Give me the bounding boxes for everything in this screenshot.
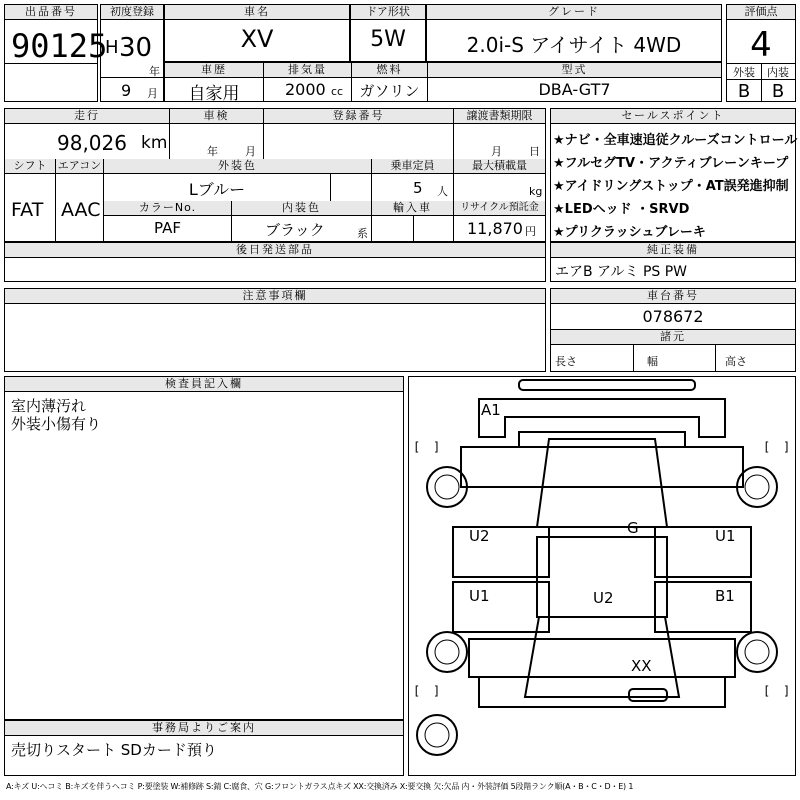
registration-label: 初度登録 bbox=[101, 5, 163, 20]
inspector-line: 室内薄汚れ bbox=[11, 397, 87, 415]
damage-mark: A1 bbox=[481, 401, 501, 419]
svg-text:[: [ bbox=[413, 684, 421, 698]
score-label: 評価点 bbox=[727, 5, 795, 20]
score-box bbox=[726, 4, 796, 102]
displacement-unit: cc bbox=[331, 85, 344, 98]
displacement-label: 排気量 bbox=[264, 63, 351, 77]
notes-box bbox=[4, 288, 546, 372]
office-box bbox=[4, 720, 404, 776]
sales-point-item: ★プリクラッシュブレーキ bbox=[553, 225, 706, 240]
svg-text:]: ] bbox=[783, 684, 791, 698]
mileage-unit: km bbox=[141, 133, 168, 153]
sales-points-label: セールスポイント bbox=[551, 109, 795, 124]
equipment-value: エアB アルミ PS PW bbox=[555, 264, 688, 280]
doors-box bbox=[350, 4, 426, 62]
ext-color-value: Lブルー bbox=[188, 180, 246, 199]
exterior-label: 外装 bbox=[733, 66, 755, 79]
dims-label: 諸元 bbox=[551, 330, 795, 345]
max-load-label: 最大積載量 bbox=[454, 159, 545, 173]
color-no-value: PAF bbox=[154, 219, 181, 237]
registration-year: 30 bbox=[119, 33, 153, 63]
int-color-label: 内装色 bbox=[232, 201, 371, 215]
aircon-label: エアコン bbox=[57, 159, 102, 172]
int-color-value: ブラック bbox=[265, 221, 325, 239]
lot-number: 90125 bbox=[11, 27, 108, 65]
damage-mark: U1 bbox=[469, 587, 490, 605]
svg-text:[: [ bbox=[763, 440, 771, 454]
lot-box bbox=[4, 4, 108, 102]
damage-mark: B1 bbox=[715, 587, 735, 605]
dims-width: 幅 bbox=[647, 355, 658, 368]
import-label: 輸入車 bbox=[372, 201, 453, 215]
damage-mark: U1 bbox=[715, 527, 736, 545]
inspector-label: 検査員記入欄 bbox=[5, 377, 403, 392]
office-value: 売切りスタート SDカード預り bbox=[11, 741, 217, 759]
inspector-box bbox=[4, 376, 404, 720]
svg-text:]: ] bbox=[783, 440, 791, 454]
inspector-line: 外装小傷有り bbox=[11, 415, 102, 433]
history-value: 自家用 bbox=[188, 84, 240, 104]
recycle-value: 11,870 bbox=[467, 219, 523, 238]
damage-mark: U2 bbox=[469, 527, 490, 545]
svg-text:[: [ bbox=[413, 440, 421, 454]
registration-era: H bbox=[105, 37, 119, 58]
frame-label: 車台番号 bbox=[551, 289, 795, 304]
sales-points-box bbox=[550, 108, 796, 242]
sales-point-item: ★アイドリングストップ・AT誤発進抑制 bbox=[553, 179, 789, 194]
max-load-unit: kg bbox=[529, 185, 543, 198]
doors-label: ドア形状 bbox=[351, 5, 425, 20]
grade-label: グレード bbox=[427, 5, 721, 20]
damage-mark: G bbox=[627, 519, 639, 537]
damage-mark: XX bbox=[631, 657, 652, 675]
frame-number: 078672 bbox=[642, 307, 704, 326]
svg-text:]: ] bbox=[433, 440, 441, 454]
score-value: 4 bbox=[750, 25, 772, 65]
sales-point-item: ★ナビ・全車速追従クルーズコントロール bbox=[553, 133, 798, 148]
recycle-label: リサイクル預託金 bbox=[454, 201, 545, 215]
registration-month-unit: 月 bbox=[147, 87, 158, 100]
sales-point-item: ★フルセグTV・アクティブレーンキープ bbox=[553, 156, 789, 171]
aircon-value: AAC bbox=[61, 199, 101, 221]
model-box bbox=[164, 4, 350, 62]
spec-row bbox=[164, 62, 722, 102]
ext-color-label: 外装色 bbox=[104, 159, 371, 173]
damage-mark: U2 bbox=[593, 589, 614, 607]
car-outline-drawing bbox=[409, 377, 795, 775]
notes-label: 注意事項欄 bbox=[5, 289, 545, 304]
model-name: XV bbox=[240, 25, 274, 53]
later-parts-label: 後日発送部品 bbox=[5, 243, 545, 258]
grade-box bbox=[426, 4, 722, 62]
frame-box bbox=[550, 288, 796, 372]
interior-grade: B bbox=[771, 81, 785, 102]
lot-label: 出品番号 bbox=[5, 5, 97, 20]
transfer-day-unit: 日 bbox=[529, 145, 540, 158]
color-no-label: カラーNo. bbox=[104, 201, 231, 215]
capacity-unit: 人 bbox=[437, 185, 448, 198]
inspection-year-unit: 年 bbox=[207, 145, 218, 158]
chassis-type-value: DBA-GT7 bbox=[538, 80, 611, 99]
fuel-label: 燃料 bbox=[352, 63, 427, 77]
mileage-label: 走行 bbox=[5, 109, 169, 123]
transfer-month-unit: 月 bbox=[491, 145, 502, 158]
svg-text:[: [ bbox=[763, 684, 771, 698]
mileage-value: 98,026 bbox=[57, 131, 127, 155]
interior-label: 内装 bbox=[767, 66, 789, 79]
car-diagram bbox=[408, 376, 796, 776]
model-label: 車名 bbox=[165, 5, 349, 20]
fuel-value: ガソリン bbox=[359, 82, 420, 100]
details-block bbox=[4, 108, 546, 242]
dims-height: 高さ bbox=[725, 355, 747, 368]
capacity-value: 5 bbox=[413, 179, 423, 197]
chassis-type-label: 型式 bbox=[428, 63, 721, 77]
dims-length: 長さ bbox=[555, 355, 577, 368]
grade-value: 2.0i-S アイサイト 4WD bbox=[466, 33, 682, 57]
displacement-value: 2000 bbox=[285, 80, 326, 99]
doors-value: 5W bbox=[370, 27, 406, 52]
int-color-unit: 系 bbox=[357, 227, 368, 240]
transfer-label: 譲渡書類期限 bbox=[454, 109, 545, 123]
equipment-label: 純正装備 bbox=[551, 243, 795, 258]
shift-value: FAT bbox=[11, 199, 44, 221]
inspection-month-unit: 月 bbox=[245, 145, 256, 158]
svg-text:]: ] bbox=[433, 684, 441, 698]
sales-point-item: ★LEDヘッド ・SRVD bbox=[553, 202, 690, 217]
shift-label: シフト bbox=[5, 159, 55, 173]
capacity-label: 乗車定員 bbox=[372, 159, 453, 173]
later-parts-box bbox=[4, 242, 546, 282]
history-label: 車歴 bbox=[165, 63, 263, 77]
office-label: 事務局よりご案内 bbox=[5, 721, 403, 736]
registration-year-unit: 年 bbox=[149, 65, 160, 78]
legend-text: A:キズ U:ヘコミ B:キズを伴うヘコミ P:要塗装 W:補修跡 S:錆 C:腐食、穴 G:フロントガラス点キズ XX:交換済み X:要交換 欠:欠品 内・外装評価 5段階ランク順(A・B・C・D・E) 1 bbox=[6, 782, 634, 791]
plate-label: 登録番号 bbox=[264, 109, 453, 123]
registration-box bbox=[100, 4, 164, 102]
equipment-box bbox=[550, 242, 796, 282]
recycle-unit: 円 bbox=[525, 225, 536, 238]
inspection-label: 車検 bbox=[170, 109, 263, 123]
exterior-grade: B bbox=[737, 81, 751, 102]
registration-month: 9 bbox=[121, 81, 132, 100]
